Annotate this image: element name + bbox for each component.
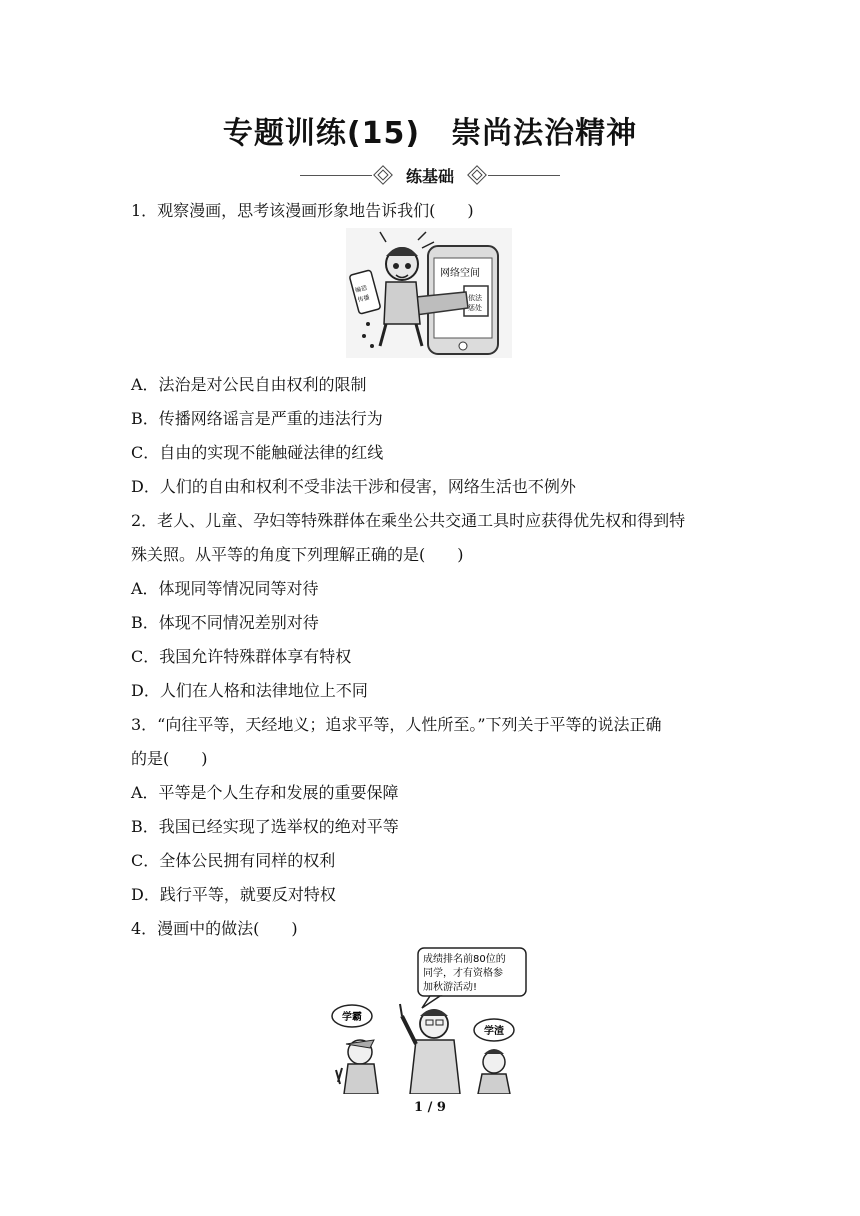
cartoon-internet-rumor [346, 228, 512, 358]
question-3-option-b: B．我国已经实现了选举权的绝对平等 [131, 817, 399, 836]
question-1-option-c: C．自由的实现不能触碰法律的红线 [131, 443, 384, 462]
question-2-option-c: C．我国允许特殊群体享有特权 [131, 647, 352, 666]
svg-text:编造: 编造 [354, 284, 368, 295]
speech-line-1: 成绩排名前80位的 [423, 954, 506, 965]
svg-text:惩处: 惩处 [468, 304, 482, 312]
question-1-option-a: A．法治是对公民自由权利的限制 [131, 375, 367, 394]
svg-text:传播: 传播 [357, 294, 371, 304]
section-divider-right [488, 175, 560, 176]
label-top-student: 学霸 [342, 1012, 362, 1023]
question-2-option-d: D．人们在人格和法律地位上不同 [131, 681, 368, 700]
question-3-option-c: C．全体公民拥有同样的权利 [131, 851, 336, 870]
question-1-option-d: D．人们的自由和权利不受非法干涉和侵害，网络生活也不例外 [131, 477, 576, 496]
section-header [300, 160, 560, 190]
page-number: 1 / 9 [414, 1100, 446, 1115]
cartoon-autumn-trip [330, 944, 530, 1094]
phone-screen-label: 网络空间 [440, 268, 480, 279]
svg-text:依法: 依法 [468, 294, 482, 302]
question-2-option-a: A．体现同等情况同等对待 [131, 579, 319, 598]
question-1-stem: 1．观察漫画，思考该漫画形象地告诉我们( ) [131, 201, 474, 220]
question-2-stem-line2: 殊关照。从平等的角度下列理解正确的是( ) [131, 545, 464, 564]
question-1-option-b: B．传播网络谣言是严重的违法行为 [131, 409, 383, 428]
question-3-option-d: D．践行平等，就要反对特权 [131, 885, 336, 904]
speech-line-3: 加秋游活动! [423, 982, 478, 993]
question-4-stem: 4．漫画中的做法( ) [131, 919, 298, 938]
section-label: 练基础 [405, 167, 454, 186]
question-3-stem-line1: 3．“向往平等，天经地义；追求平等，人性所至。”下列关于平等的说法正确 [131, 715, 662, 734]
page-title: 专题训练(15) 崇尚法治精神 [222, 116, 638, 151]
speech-line-2: 同学，才有资格参 [423, 968, 503, 979]
question-3-stem-line2: 的是( ) [131, 749, 208, 768]
label-low-student: 学渣 [484, 1026, 504, 1037]
question-2-option-b: B．体现不同情况差别对待 [131, 613, 319, 632]
question-2-stem-line1: 2．老人、儿童、孕妇等特殊群体在乘坐公共交通工具时应获得优先权和得到特 [131, 511, 686, 530]
question-3-option-a: A．平等是个人生存和发展的重要保障 [131, 783, 399, 802]
